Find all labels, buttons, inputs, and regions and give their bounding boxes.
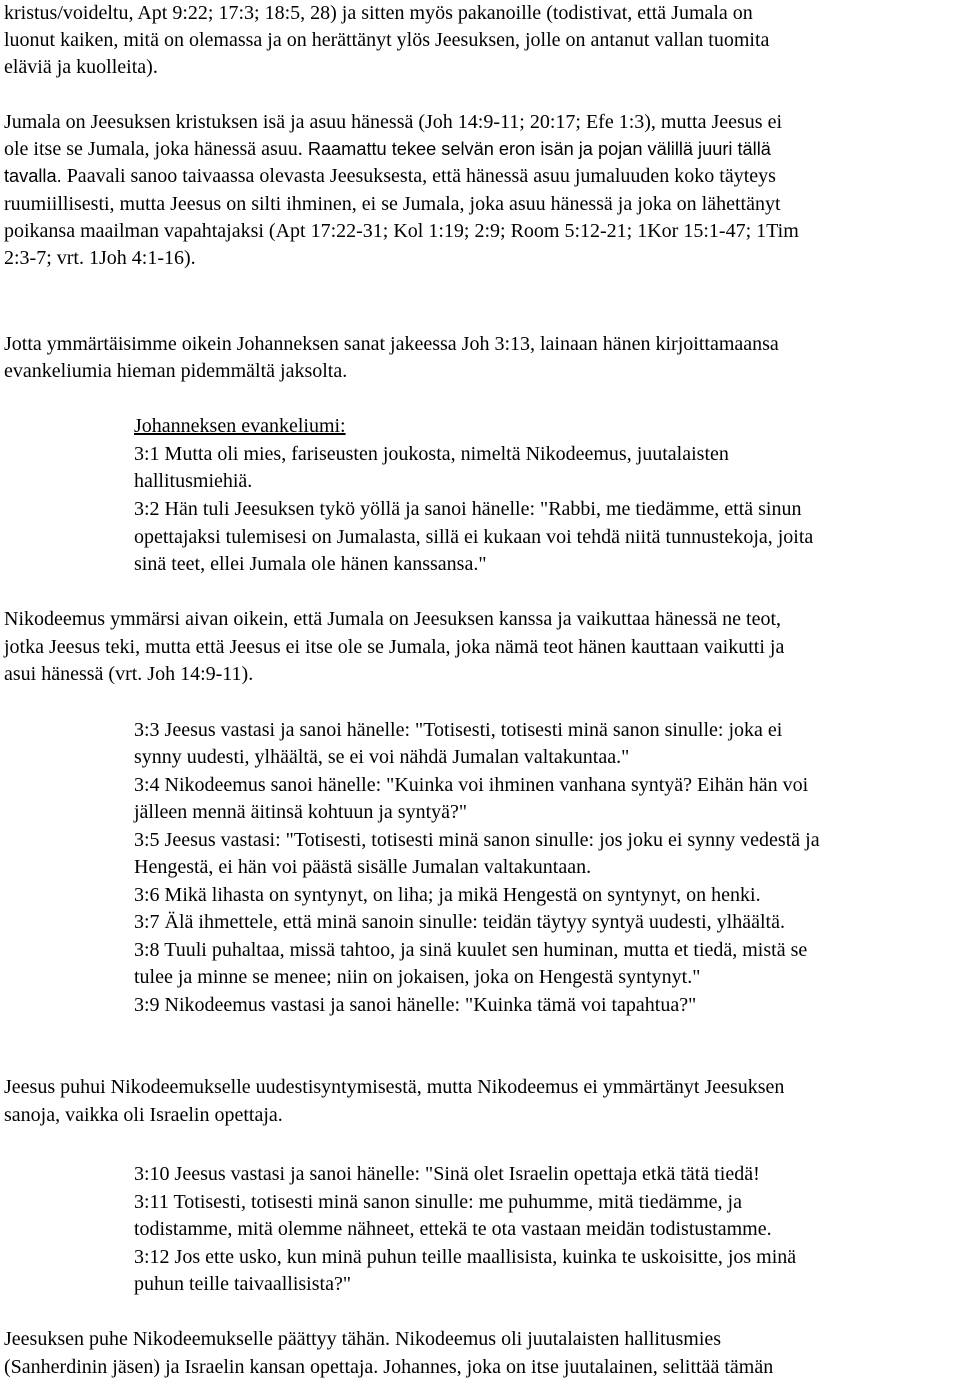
text-segment-sans: Raamattu tekee selvän eron isän ja pojan välillä juuri tällä [307,139,771,159]
verse-line: opettajaksi tulemisesi on Jumalasta, sillä ei kukaan voi tehdä niitä tunnustekoja, joita [134,526,814,548]
verse-line: 3:2 Hän tuli Jeesuksen tykö yöllä ja sanoi hänelle: "Rabbi, me tiedämme, että sinun [134,498,802,520]
verse-line: synny uudesti, ylhäältä, se ei voi nähdä Jumalan valtakuntaa." [134,746,630,768]
text-line [4,163,776,189]
verse-line: 3:1 Mutta oli mies, fariseusten joukosta, nimeltä Nikodeemus, juutalaisten [134,443,729,465]
verse-line: 3:12 Jos ette usko, kun minä puhun teille maallisista, kuinka te uskoisitte, jos minä [134,1246,797,1268]
verse-line: sinä teet, ellei Jumala ole hänen kanssansa." [134,553,487,575]
verse-line: 3:11 Totisesti, totisesti minä sanon sinulle: me puhumme, mitä tiedämme, ja [134,1191,742,1213]
text-segment: Paavali sanoo taivaassa olevasta Jeesuksesta, että hänessä asuu jumaluuden koko täyteys [66,165,776,187]
text-segment: ole itse se Jumala, joka hänessä asuu. [4,138,308,160]
verse-line: hallitusmiehiä. [134,470,253,492]
verse-line: 3:4 Nikodeemus sanoi hänelle: "Kuinka voi ihminen vanhana syntyä? Eihän hän voi [134,774,809,796]
text-line: ruumiillisesti, mutta Jeesus on silti ihminen, ei se Jumala, joka asuu hänessä ja joka on lähettänyt [4,193,781,215]
verse-line: 3:6 Mikä lihasta on syntynyt, on liha; ja mikä Hengestä on syntynyt, on henki. [134,884,761,906]
verse-line: 3:5 Jeesus vastasi: "Totisesti, totisesti minä sanon sinulle: jos joku ei synny vedestä ja [134,829,820,851]
text-line: Jeesuksen puhe Nikodeemukselle päättyy tähän. Nikodeemus oli juutalaisten hallitusmies [4,1328,722,1350]
verse-line: 3:3 Jeesus vastasi ja sanoi hänelle: "Totisesti, totisesti minä sanon sinulle: joka ei [134,719,783,741]
verse-line: jälleen mennä äitinsä kohtuun ja syntyä?" [134,801,468,823]
verse-line: 3:9 Nikodeemus vastasi ja sanoi hänelle: "Kuinka tämä voi tapahtua?" [134,994,697,1016]
text-line: (Sanherdinin jäsen) ja Israelin kansan opettaja. Johannes, joka on itse juutalainen, selittää tämän [4,1356,774,1378]
text-line: Jumala on Jeesuksen kristuksen isä ja asuu hänessä (Joh 14:9-11; 20:17; Efe 1:3), mutta Jeesus ei [4,111,782,133]
verse-line: Hengestä, ei hän voi päästä sisälle Jumalan valtakuntaan. [134,856,592,878]
text-line: 2:3-7; vrt. 1Joh 4:1-16). [4,247,196,269]
text-line: Jotta ymmärtäisimme oikein Johanneksen sanat jakeessa Joh 3:13, lainaan hänen kirjoittamaansa [4,333,779,355]
text-line: asui hänessä (vrt. Joh 14:9-11). [4,663,254,685]
verse-line: 3:8 Tuuli puhaltaa, missä tahtoo, ja sinä kuulet sen huminan, mutta et tiedä, mistä se [134,939,808,961]
verse-line: 3:10 Jeesus vastasi ja sanoi hänelle: "Sinä olet Israelin opettaja etkä tätä tiedä! [134,1163,760,1185]
text-line: evankeliumia hieman pidemmältä jaksolta. [4,360,348,382]
text-line: kristus/voideltu, Apt 9:22; 17:3; 18:5, 28) ja sitten myös pakanoille (todistivat, että Jumala on [4,2,753,24]
text-line: Jeesus puhui Nikodeemukselle uudestisyntymisestä, mutta Nikodeemus ei ymmärtänyt Jeesuksen [4,1076,785,1098]
text-line: Nikodeemus ymmärsi aivan oikein, että Jumala on Jeesuksen kanssa ja vaikuttaa hänessä ne teot, [4,608,782,630]
verse-line: puhun teille taivaallisista?" [134,1273,351,1295]
verse-line: tulee ja minne se menee; niin on jokaisen, joka on Hengestä syntynyt." [134,966,701,988]
verse-line: 3:7 Älä ihmettele, että minä sanoin sinulle: teidän täytyy syntyä uudesti, ylhäältä. [134,911,785,933]
text-line: jotka Jeesus teki, mutta että Jeesus ei itse ole se Jumala, joka nämä teot hänen kauttaan vaikutti ja [4,636,785,658]
text-line [4,136,771,162]
verse-line: todistamme, mitä olemme nähneet, ettekä te ota vastaan meidän todistustamme. [134,1218,772,1240]
text-segment-sans: tavalla. [4,166,67,186]
text-line: luonut kaiken, mitä on olemassa ja on herättänyt ylös Jeesuksen, jolle on antanut vallan tuomita [4,29,770,51]
quote-heading: Johanneksen evankeliumi: [134,415,346,437]
text-line: eläviä ja kuolleita). [4,56,158,78]
text-line: poikansa maailman vapahtajaksi (Apt 17:22-31; Kol 1:19; 2:9; Room 5:12-21; 1Kor 15:1-47; 1Tim [4,220,799,242]
text-line: sanoja, vaikka oli Israelin opettaja. [4,1104,283,1126]
